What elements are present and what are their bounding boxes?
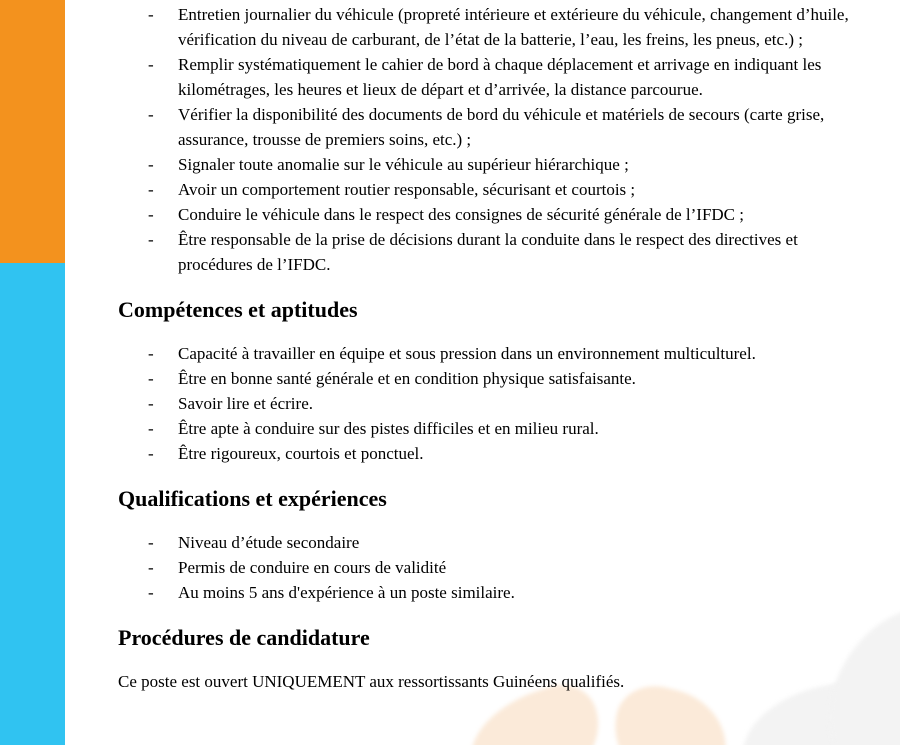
left-accent-bar-orange	[0, 0, 65, 263]
list-item	[148, 530, 854, 555]
list-item-text: Être en bonne santé générale et en condition physique satisfaisante.	[178, 369, 636, 388]
dash-bullet: -	[148, 369, 154, 388]
list-item	[148, 102, 854, 152]
list-item	[148, 52, 854, 102]
section-heading-competences: Compétences et aptitudes	[118, 297, 358, 322]
dash-bullet: -	[148, 394, 154, 413]
list-item-text: Entretien journalier du véhicule (propreté intérieure et extérieure du véhicule, changement d’huile, vérification du niveau de carburant, de l’état de la batterie, l’eau, les freins, les pneus, etc.) ;	[178, 5, 849, 49]
duties-list	[118, 2, 854, 277]
list-item	[148, 177, 854, 202]
list-item	[148, 580, 854, 605]
list-item-text: Savoir lire et écrire.	[178, 394, 313, 413]
dash-bullet: -	[148, 155, 154, 174]
competences-list	[118, 341, 854, 466]
dash-bullet: -	[148, 419, 154, 438]
dash-bullet: -	[148, 5, 154, 24]
list-item-text: Être responsable de la prise de décisions durant la conduite dans le respect des directives et procédures de l’IFDC.	[178, 230, 798, 274]
list-item	[148, 441, 854, 466]
dash-bullet: -	[148, 205, 154, 224]
list-item	[148, 152, 854, 177]
list-item	[148, 366, 854, 391]
qualifications-list	[118, 530, 854, 605]
list-item-text: Remplir systématiquement le cahier de bord à chaque déplacement et arrivage en indiquant les kilométrages, les heures et lieux de départ et d’arrivée, la distance parcourue.	[178, 55, 822, 99]
dash-bullet: -	[148, 105, 154, 124]
list-item-text: Conduire le véhicule dans le respect des consignes de sécurité générale de l’IFDC ;	[178, 205, 744, 224]
list-item-text: Permis de conduire en cours de validité	[178, 558, 447, 577]
dash-bullet: -	[148, 55, 154, 74]
list-item-text: Capacité à travailler en équipe et sous pression dans un environnement multiculturel.	[178, 344, 756, 363]
list-item	[148, 2, 854, 52]
list-item	[148, 391, 854, 416]
procedures-note: Ce poste est ouvert UNIQUEMENT aux ressortissants Guinéens qualifiés.	[118, 672, 625, 691]
dash-bullet: -	[148, 558, 154, 577]
list-item-text: Signaler toute anomalie sur le véhicule au supérieur hiérarchique ;	[178, 155, 629, 174]
list-item	[148, 227, 854, 277]
list-item	[148, 555, 854, 580]
list-item-text: Être apte à conduire sur des pistes difficiles et en milieu rural.	[178, 419, 599, 438]
dash-bullet: -	[148, 230, 154, 249]
list-item	[148, 341, 854, 366]
list-item-text: Niveau d’étude secondaire	[178, 533, 360, 552]
list-item-text: Avoir un comportement routier responsable, sécurisant et courtois ;	[178, 180, 636, 199]
list-item-text: Être rigoureux, courtois et ponctuel.	[178, 444, 424, 463]
dash-bullet: -	[148, 533, 154, 552]
document-content	[118, 0, 854, 694]
list-item	[148, 202, 854, 227]
section-heading-qualifications: Qualifications et expériences	[118, 486, 387, 511]
dash-bullet: -	[148, 180, 154, 199]
left-accent-bar-blue	[0, 263, 65, 745]
list-item	[148, 416, 854, 441]
list-item-text: Au moins 5 ans d'expérience à un poste similaire.	[178, 583, 515, 602]
section-heading-procedures: Procédures de candidature	[118, 625, 370, 650]
list-item-text: Vérifier la disponibilité des documents de bord du véhicule et matériels de secours (carte grise, assurance, trousse de premiers soins, etc.) ;	[178, 105, 825, 149]
dash-bullet: -	[148, 583, 154, 602]
dash-bullet: -	[148, 444, 154, 463]
dash-bullet: -	[148, 344, 154, 363]
